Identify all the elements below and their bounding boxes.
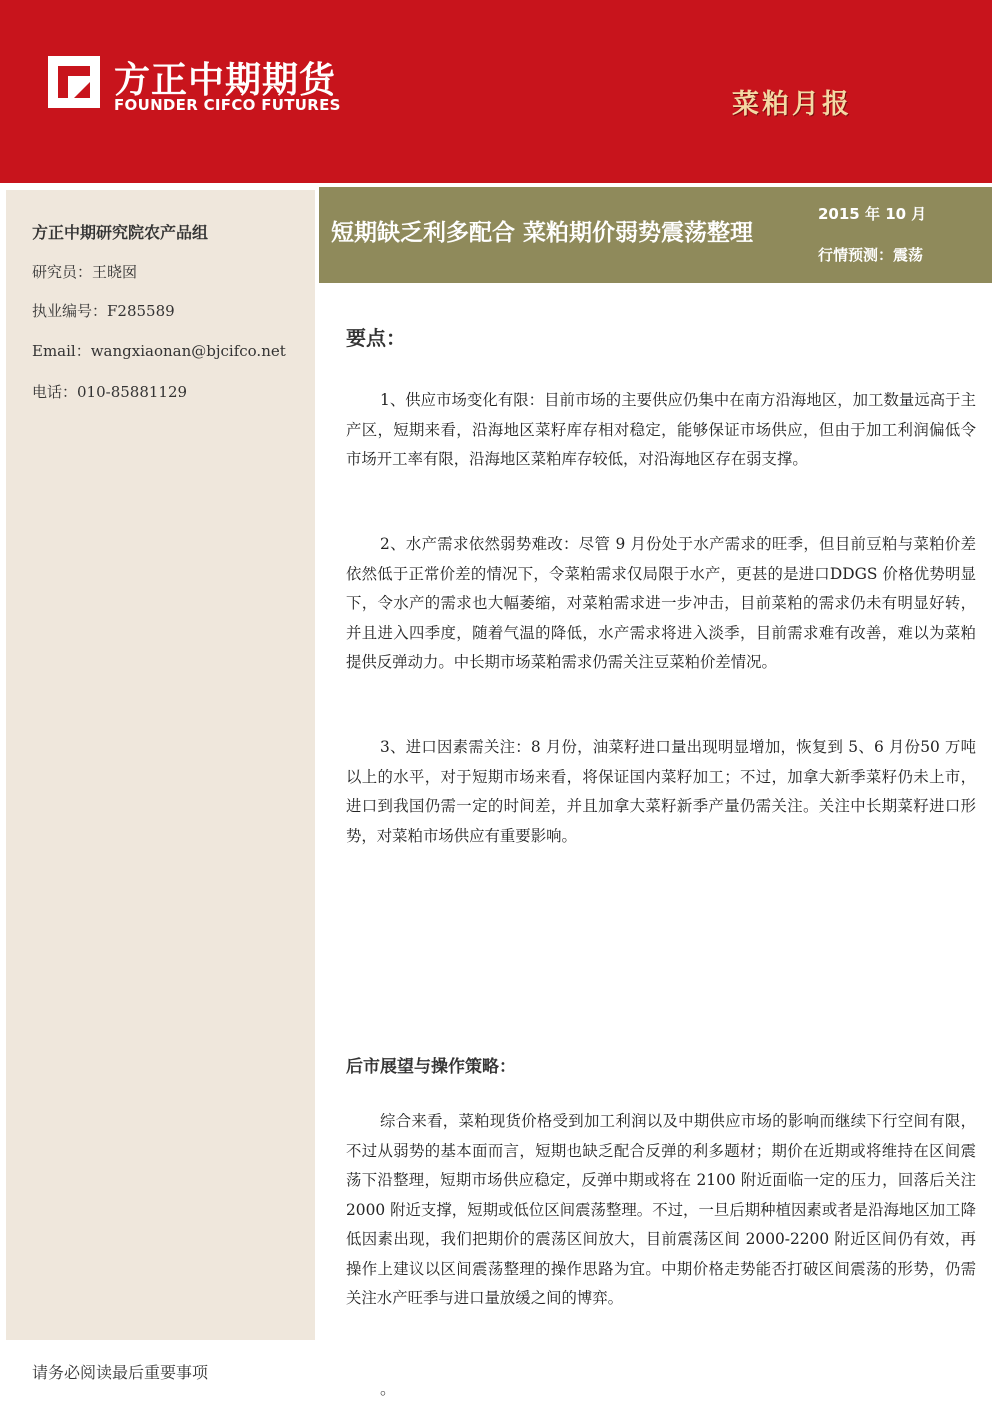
report-headline: 短期缺乏利多配合 菜粕期价弱势震荡整理 [331, 220, 754, 246]
license-number: 执业编号：F285589 [32, 302, 175, 320]
report-type-title: 菜粕月报 [732, 89, 852, 120]
founder-logo-icon [48, 56, 100, 108]
key-point-demand: 2、水产需求依然弱势难改：尽管 9 月份处于水产需求的旺季，但目前豆粕与菜粕价差依然低于正常价差的情况下，令菜粕需求仅局限于水产，更甚的是进口DDGS 价格优势明显下，令水产的需求也大幅萎缩，对菜粕需求进一步冲击，目前菜粕的需求仍未有明显好转，并且进入四季度，随着气温的降低，水产需求将进入淡季，目前需求难有改善，难以为菜粕提供反弹动力。中长期市场菜粕需求仍需关注豆菜粕价差情况。 [346, 535, 976, 671]
author-email: Email：wangxiaonan@bjcifco.net [32, 342, 286, 360]
researcher-name: 研究员：王晓囡 [32, 263, 138, 281]
outlook-heading: 后市展望与操作策略： [346, 1057, 516, 1077]
company-name-en: FOUNDER CIFCO FUTURES [114, 96, 341, 114]
key-points-heading: 要点： [346, 326, 406, 350]
research-group: 方正中期研究院农产品组 [32, 223, 209, 242]
key-point-supply: 1、供应市场变化有限：目前市场的主要供应仍集中在南方沿海地区，加工数量远高于主产区，短期来看，沿海地区菜籽库存相对稳定，能够保证市场供应，但由于加工利润偏低令市场开工率有限，沿海地区菜粕库存较低，对沿海地区存在弱支撑。 [346, 391, 976, 468]
author-phone: 电话：010-85881129 [32, 383, 188, 401]
key-point-import: 3、进口因素需关注：8 月份，油菜籽进口量出现明显增加，恢复到 5、6 月份50 万吨以上的水平，对于短期市场来看，将保证国内菜籽加工；不过，加拿大新季菜籽仍未上市，进口到我国仍需一定的时间差，并且加拿大菜籽新季产量仍需关注。关注中长期菜籽进口形势，对菜粕市场供应有重要影响。 [346, 738, 976, 845]
report-date: 2015 年 10 月 [818, 205, 927, 223]
market-forecast: 行情预测：震荡 [818, 246, 924, 264]
disclaimer-note: 请务必阅读最后重要事项 [32, 1363, 209, 1382]
author-sidebar [6, 190, 315, 1340]
company-name-cn: 方正中期期货 [114, 60, 337, 101]
header-banner [0, 0, 992, 183]
trailing-mark: 。 [380, 1379, 397, 1398]
outlook-paragraph: 综合来看，菜粕现货价格受到加工利润以及中期供应市场的影响而继续下行空间有限，不过从弱势的基本面而言，短期也缺乏配合反弹的利多题材；期价在近期或将维持在区间震荡下沿整理，短期市场供应稳定，反弹中期或将在 2100 附近面临一定的压力，回落后关注 2000 附近支撑，短期或低位区间震荡整理。不过，一旦后期种植因素或者是沿海地区加工降低因素出现，我们把期价的震荡区间放大，目前震荡区间 2000-2200 附近区间仍有效，再操作上建议以区间震荡整理的操作思路为宜。中期价格走势能否打破区间震荡的形势，仍需关注水产旺季与进口量放缓之间的博弈。 [346, 1112, 976, 1307]
